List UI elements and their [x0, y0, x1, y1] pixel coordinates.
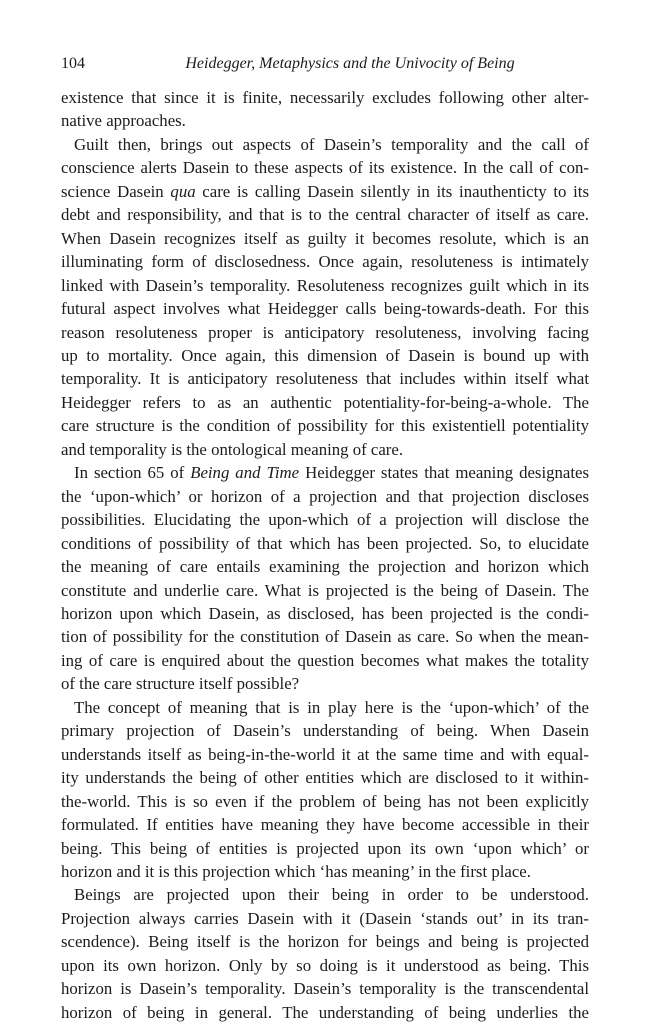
italic-qua: qua	[170, 181, 196, 201]
text-line: the meaning of care entails examining the projection and horizon which	[61, 557, 589, 577]
page-number: 104	[61, 55, 85, 72]
text-line: tion of possibility for the constitution of Dasein as care. So when the mean-	[61, 627, 589, 647]
text-fragment: care is calling Dasein silently in its inauthenticty to its	[195, 181, 589, 201]
text-line: ing of care is enquired about the question becomes what makes the totality	[61, 650, 589, 670]
text-line: horizon upon which Dasein, as disclosed, has been projected is the condi-	[61, 603, 589, 623]
text-line: ity understands the being of other entities which are disclosed to it within-	[61, 768, 589, 788]
text-line: native approaches.	[61, 111, 186, 131]
text-line: and temporality is the ontological meaning of care.	[61, 439, 404, 459]
text-line: of the care structure itself possible?	[61, 674, 300, 694]
running-header	[61, 52, 589, 86]
text-fragment: science Dasein	[61, 181, 171, 201]
text-line: formulated. If entities have meaning they have become accessible in their	[61, 815, 589, 835]
text-line: The concept of meaning that is in play here is the ‘upon-which’ of the	[74, 697, 589, 717]
text-line: conscience alerts Dasein to these aspects of its existence. In the call of con-	[61, 158, 589, 178]
paragraph-guilt	[61, 133, 589, 461]
text-line: illuminating form of disclosedness. Once again, resoluteness is intimately	[61, 252, 589, 272]
text-line: horizon is Dasein’s temporality. Dasein’s temporality is the transcendental	[61, 979, 589, 999]
paragraph-concept-of-meaning	[61, 696, 589, 884]
paragraph-continued	[61, 86, 589, 133]
text-line: the ‘upon-which’ or horizon of a projection and that projection discloses	[61, 486, 589, 506]
text-line: upon its own horizon. Only by so doing is it understood as being. This	[61, 955, 589, 975]
italic-being-and-time: Being and Time	[190, 463, 300, 483]
text-fragment: In section 65 of	[74, 463, 191, 483]
text-line: Projection always carries Dasein with it (Dasein ‘stands out’ in its tran-	[61, 908, 589, 928]
text-line-with-italic	[61, 180, 589, 203]
text-line-with-italic	[61, 461, 589, 484]
text-line: reason resoluteness proper is anticipatory resoluteness, involving facing	[61, 322, 589, 342]
text-line: scendence). Being itself is the horizon for beings and being is projected	[61, 932, 589, 952]
running-title: Heidegger, Metaphysics and the Univocity of Being	[185, 55, 515, 72]
text-line: Beings are projected upon their being in order to be understood.	[74, 885, 589, 905]
text-line: conditions of possibility of that which has been projected. So, to elucidate	[61, 533, 589, 553]
text-line: existence that since it is finite, necessarily excludes following other alter-	[61, 88, 589, 107]
paragraph-section-65	[61, 461, 589, 696]
text-line: When Dasein recognizes itself as guilty it becomes resolute, which is an	[61, 228, 589, 248]
text-fragment: Heidegger states that meaning designates	[299, 463, 589, 483]
body-text	[61, 86, 589, 1024]
text-line: horizon and it is this projection which ‘has meaning’ in the first place.	[61, 861, 531, 881]
text-line: constitute and underlie care. What is projected is the being of Dasein. The	[61, 580, 589, 600]
text-line: futural aspect involves what Heidegger calls being-towards-death. For this	[61, 299, 589, 319]
text-line: Heidegger refers to as an authentic potentiality-for-being-a-whole. The	[61, 392, 589, 412]
text-line: the-world. This is so even if the problem of being has not been explicitly	[61, 791, 589, 811]
text-line: up to mortality. Once again, this dimension of Dasein is bound up with	[61, 345, 589, 365]
text-line: horizon of being in general. The understanding of being underlies the	[61, 1002, 589, 1022]
text-line: debt and responsibility, and that is to the central character of itself as care.	[61, 205, 589, 225]
text-line: Guilt then, brings out aspects of Dasein’s temporality and the call of	[74, 134, 589, 154]
text-line: understands itself as being-in-the-world it at the same time and with equal-	[61, 744, 589, 764]
book-page	[61, 52, 589, 1024]
text-line: temporality. It is anticipatory resoluteness that includes within itself what	[61, 369, 589, 389]
text-line: being. This being of entities is projected upon its own ‘upon which’ or	[61, 838, 589, 858]
text-line: linked with Dasein’s temporality. Resoluteness recognizes guilt which in its	[61, 275, 589, 295]
text-line: care structure is the condition of possibility for this existentiell potentiality	[61, 416, 589, 436]
text-line: primary projection of Dasein’s understanding of being. When Dasein	[61, 721, 589, 741]
text-line: possibilities. Elucidating the upon-which of a projection will disclose the	[61, 510, 589, 530]
